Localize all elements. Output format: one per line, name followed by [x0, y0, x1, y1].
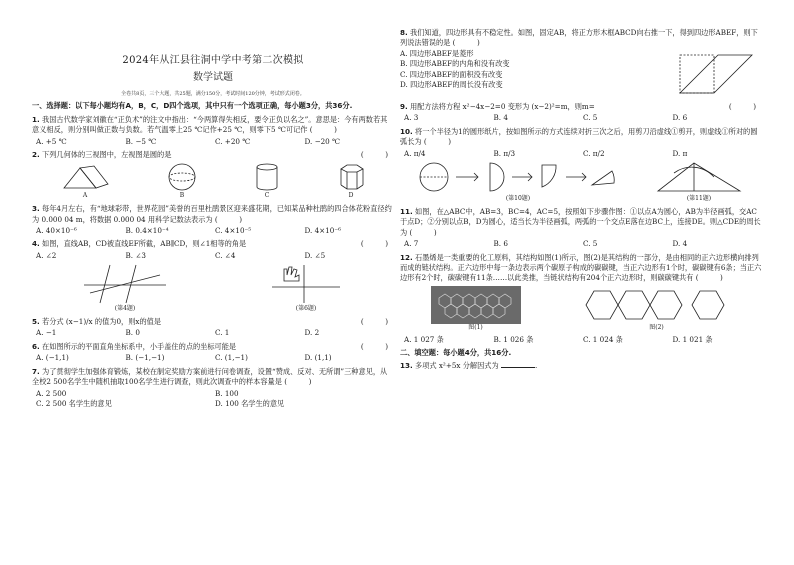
solid-b [166, 162, 198, 201]
graphene-figures [400, 286, 762, 333]
q8-body [400, 49, 762, 99]
question-number: 11. [400, 206, 413, 216]
coordinate-hand-diagram [266, 263, 346, 305]
triangle-construction-diagram [654, 161, 744, 195]
solid-c [254, 162, 280, 201]
options [400, 149, 762, 159]
figure-6 [266, 263, 346, 314]
option-c: C. 4×10⁻⁵ [215, 226, 252, 235]
options [32, 251, 394, 261]
answer-paren: ( ) [728, 101, 756, 111]
option-c: C. π/2 [583, 148, 605, 158]
question-number: 13. [400, 361, 413, 371]
figure-caption: (第11题) [686, 195, 712, 203]
question-number: 3. [32, 204, 40, 214]
options [32, 353, 394, 363]
answer-paren: ( ) [360, 341, 388, 351]
answer-paren: ( ) [360, 317, 388, 326]
question-text: 如图，在△ABC中，AB=3，BC=4，AC=5，按照如下步骤作图：①以点A为圆心，AB为半径画弧，交AC于点D；②分别以点B，D为圆心，适当长为半径画弧，两弧的一个交点E落在边BC上，连接DE。则△CDE的周长为 [400, 206, 761, 237]
question-text: 将一个半径为1的圆形纸片，按如图所示的方式连续对折三次之后，用剪刀沿虚线①剪开，则虚线①所对的圆弧长为 [400, 126, 758, 147]
option-d: D. −20 ℃ [304, 136, 341, 146]
option-c: C. ∠4 [215, 250, 236, 260]
question-7 [32, 367, 394, 410]
solid-label: A [82, 192, 88, 200]
option-c: C. 1 024 条 [583, 334, 623, 344]
option-b: B. 100 [215, 388, 239, 398]
option-a: A. 四边形ABEF是菱形 [400, 48, 474, 58]
figure-12-2 [582, 286, 732, 333]
option-d: D. 1 021 条 [672, 334, 713, 344]
exam-title: 2024年从江县往洞中学中考第二次模拟 [122, 55, 304, 66]
answer-paren: ( ) [423, 137, 452, 147]
answer-paren: ( ) [214, 214, 243, 224]
option-b: B. π/3 [493, 148, 516, 158]
graphene-photo-icon [431, 286, 521, 324]
option-b: B. ∠3 [125, 250, 146, 260]
square-rhombus-diagram [672, 49, 762, 99]
option-a: A. 40×10⁻⁶ [36, 226, 77, 235]
option-b: B. 四边形ABEF的内角和没有改变 [400, 59, 510, 69]
option-a: A. (−1,1) [36, 353, 69, 363]
question-number: 12. [400, 252, 413, 262]
option-d: D. ∠5 [304, 250, 326, 260]
answer-paren: ( ) [309, 125, 337, 135]
question-number: 1. [32, 114, 40, 124]
option-a: A. 7 [404, 239, 419, 249]
option-b: B. 6 [493, 239, 508, 249]
question-text: 若分式 (x−1)/x 的值为0，则x的值是 [42, 317, 162, 326]
question-13: 13. 多项式 x²+5x 分解因式为 . [400, 361, 538, 371]
question-text: 每年4月左右，有“地球彩带，世界花园”美誉的百里杜鹃景区迎来盛花期，已知某品种杜鹃的四合体花粉直径约为 0.000 04 m，将数据 0.000 04 用科学记数法表示为 [32, 204, 392, 224]
question-4 [32, 239, 394, 314]
figures-4-6 [32, 263, 394, 314]
option-a: A. ∠2 [36, 250, 57, 260]
answer-paren: ( ) [452, 38, 480, 48]
option-a: A. 1 027 条 [404, 334, 444, 344]
question-number: 9. [400, 101, 408, 111]
options [32, 328, 394, 338]
figure-caption: (第4题) [114, 305, 136, 313]
figure-4 [80, 263, 170, 314]
answer-blank[interactable] [501, 367, 535, 368]
solids-figure [32, 162, 394, 201]
question-text: 用配方法将方程 x²−4x−2=0 变形为 (x−2)²=m，则m= [410, 101, 595, 111]
option-a: A. +5 ℃ [36, 136, 67, 146]
question-text: 下列几何体的三视图中，左视图是圆的是 [42, 150, 172, 159]
option-a: A. −1 [36, 328, 57, 338]
answer-paren: ( ) [360, 150, 388, 159]
option-c: C. 四边形ABEF的面积没有改变 [400, 69, 503, 79]
option-a: A. 3 [404, 113, 419, 123]
option-a: A. π/4 [404, 148, 426, 158]
option-b: B. −5 ℃ [125, 136, 157, 146]
options [32, 389, 394, 410]
answer-paren: ( ) [284, 377, 312, 387]
option-b: B. 1 026 条 [493, 334, 534, 344]
option-c: C. 1 [215, 328, 230, 338]
question-6 [32, 342, 394, 364]
option-d: D. (1,1) [304, 353, 332, 363]
question-text: 多项式 x²+5x 分解因式为 [415, 361, 499, 371]
option-d: D. 2 [304, 328, 320, 338]
figure-12-1 [431, 286, 521, 333]
question-number: 4. [32, 239, 40, 249]
parallel-lines-diagram [80, 263, 170, 305]
question-text: 在如图所示的平面直角坐标系中，小手盖住的点的坐标可能是 [42, 341, 237, 351]
left-column [32, 0, 394, 410]
question-text: 为了贯彻学生加强体育锻炼，某校在制定奖励方案前进行问卷调查，设置“赞成、反对、无所谓”三种意见，从全校2 500名学生中随机抽取100名学生进行调查，则此次调查中的样本容量是 [32, 366, 388, 387]
hexagonal-prism-icon [336, 162, 366, 192]
solid-d [336, 162, 366, 201]
figure-caption: (第10题) [505, 195, 531, 203]
option-d: D. 四边形ABEF的周长没有改变 [400, 80, 503, 90]
question-number: 5. [32, 317, 40, 326]
option-c: C. 5 [583, 113, 598, 123]
option-c: C. 5 [583, 239, 598, 249]
options [400, 239, 762, 249]
options [32, 226, 394, 236]
option-b: B. (−1,−1) [125, 353, 165, 363]
option-a: A. 2 500 [36, 388, 67, 398]
section-fill-heading: 二、填空题：每小题4分，共16分. [400, 347, 512, 357]
hexagon-chain-diagram [582, 286, 732, 324]
solid-label: B [179, 192, 185, 200]
figure-caption: 图(2) [649, 323, 664, 331]
option-b: B. 4 [493, 113, 508, 123]
option-b: B. 0.4×10⁻⁴ [125, 226, 169, 235]
solid-label: C [264, 192, 270, 200]
triangular-prism-icon [60, 162, 110, 192]
question-3 [32, 204, 394, 236]
question-number: 7. [32, 366, 40, 376]
question-text: 如图，直线AB，CD被直线EF所截，AB∥CD，则∠1相等的角是 [42, 239, 247, 249]
option-d: D. 6 [672, 113, 688, 123]
right-column [400, 0, 762, 372]
question-12 [400, 253, 762, 345]
paper-folding-diagram [418, 161, 618, 195]
section-choice-heading: 一、选择题：以下每小题均有A，B，C，D四个选项，其中只有一个选项正确，每小题3分，共36分. [32, 101, 353, 111]
question-number: 2. [32, 150, 40, 159]
question-number: 8. [400, 28, 408, 37]
option-b: B. 0 [125, 328, 140, 338]
option-c: C. +20 ℃ [215, 136, 251, 146]
exam-subject: 数学试题 [193, 71, 233, 83]
solid-a [60, 162, 110, 201]
option-c: C. (1,−1) [215, 353, 248, 363]
figure-caption: 图(1) [468, 323, 483, 331]
question-5 [32, 317, 394, 339]
answer-paren: ( ) [409, 227, 437, 237]
answer-paren: ( ) [695, 273, 723, 283]
question-text: 石墨烯是一类重要的化工原料，其结构如图(1)所示，图(2)是其结构的一部分，是由相同的正六边形横向排列而成的链状结构。正六边形中每一条边表示两个碳原子构成的碳碳键，当正六边形有1个时，碳碳键有6条；当正六边形有2个时，碳碳键有11条……以此类推，当链状结构有204个正六边形时，则碳碳键共有 [400, 252, 762, 283]
option-d: D. π [672, 148, 688, 158]
options [400, 49, 660, 99]
option-d: D. 4×10⁻⁶ [304, 226, 341, 235]
options [32, 137, 394, 147]
cylinder-icon [254, 162, 280, 192]
question-2 [32, 150, 394, 201]
question-11 [400, 207, 762, 250]
question-text: 我国古代数学家刘徽在“正负术”的注文中指出：“今两算得失相反，要令正负以名之”。意思是：今有两数若其意义相反，则分别叫做正数与负数。若气温零上25 ℃记作+25 ℃，则零下5 ℃可记作 [32, 114, 388, 135]
solid-label: D [348, 192, 354, 200]
option-c: C. 2 500 名学生的意见 [36, 399, 112, 409]
question-number: 10. [400, 126, 413, 136]
question-1 [32, 115, 394, 147]
exam-notice: 全卷共8页，三个大题，共25题，满分150分，考试时间120分钟，考试形式闭卷。 [121, 91, 305, 97]
question-text: 我们知道，四边形具有不稳定性。如图，固定AB，将正方形木框ABCD向右推一下，得到四边形ABEF，则下列说法错误的是 [400, 28, 758, 48]
figure-10 [418, 161, 618, 204]
question-9 [400, 102, 762, 124]
question-number: 6. [32, 341, 40, 351]
figures-10-11 [400, 161, 762, 204]
figure-caption: (第6题) [295, 305, 317, 313]
options [400, 113, 762, 123]
figure-11 [654, 161, 744, 204]
options [400, 335, 762, 345]
answer-paren: ( ) [360, 239, 388, 249]
question-10 [400, 127, 762, 204]
option-d: D. 4 [672, 239, 688, 249]
question-8 [400, 28, 762, 99]
option-d: D. 100 名学生的意见 [215, 399, 285, 409]
sphere-icon [166, 162, 198, 192]
